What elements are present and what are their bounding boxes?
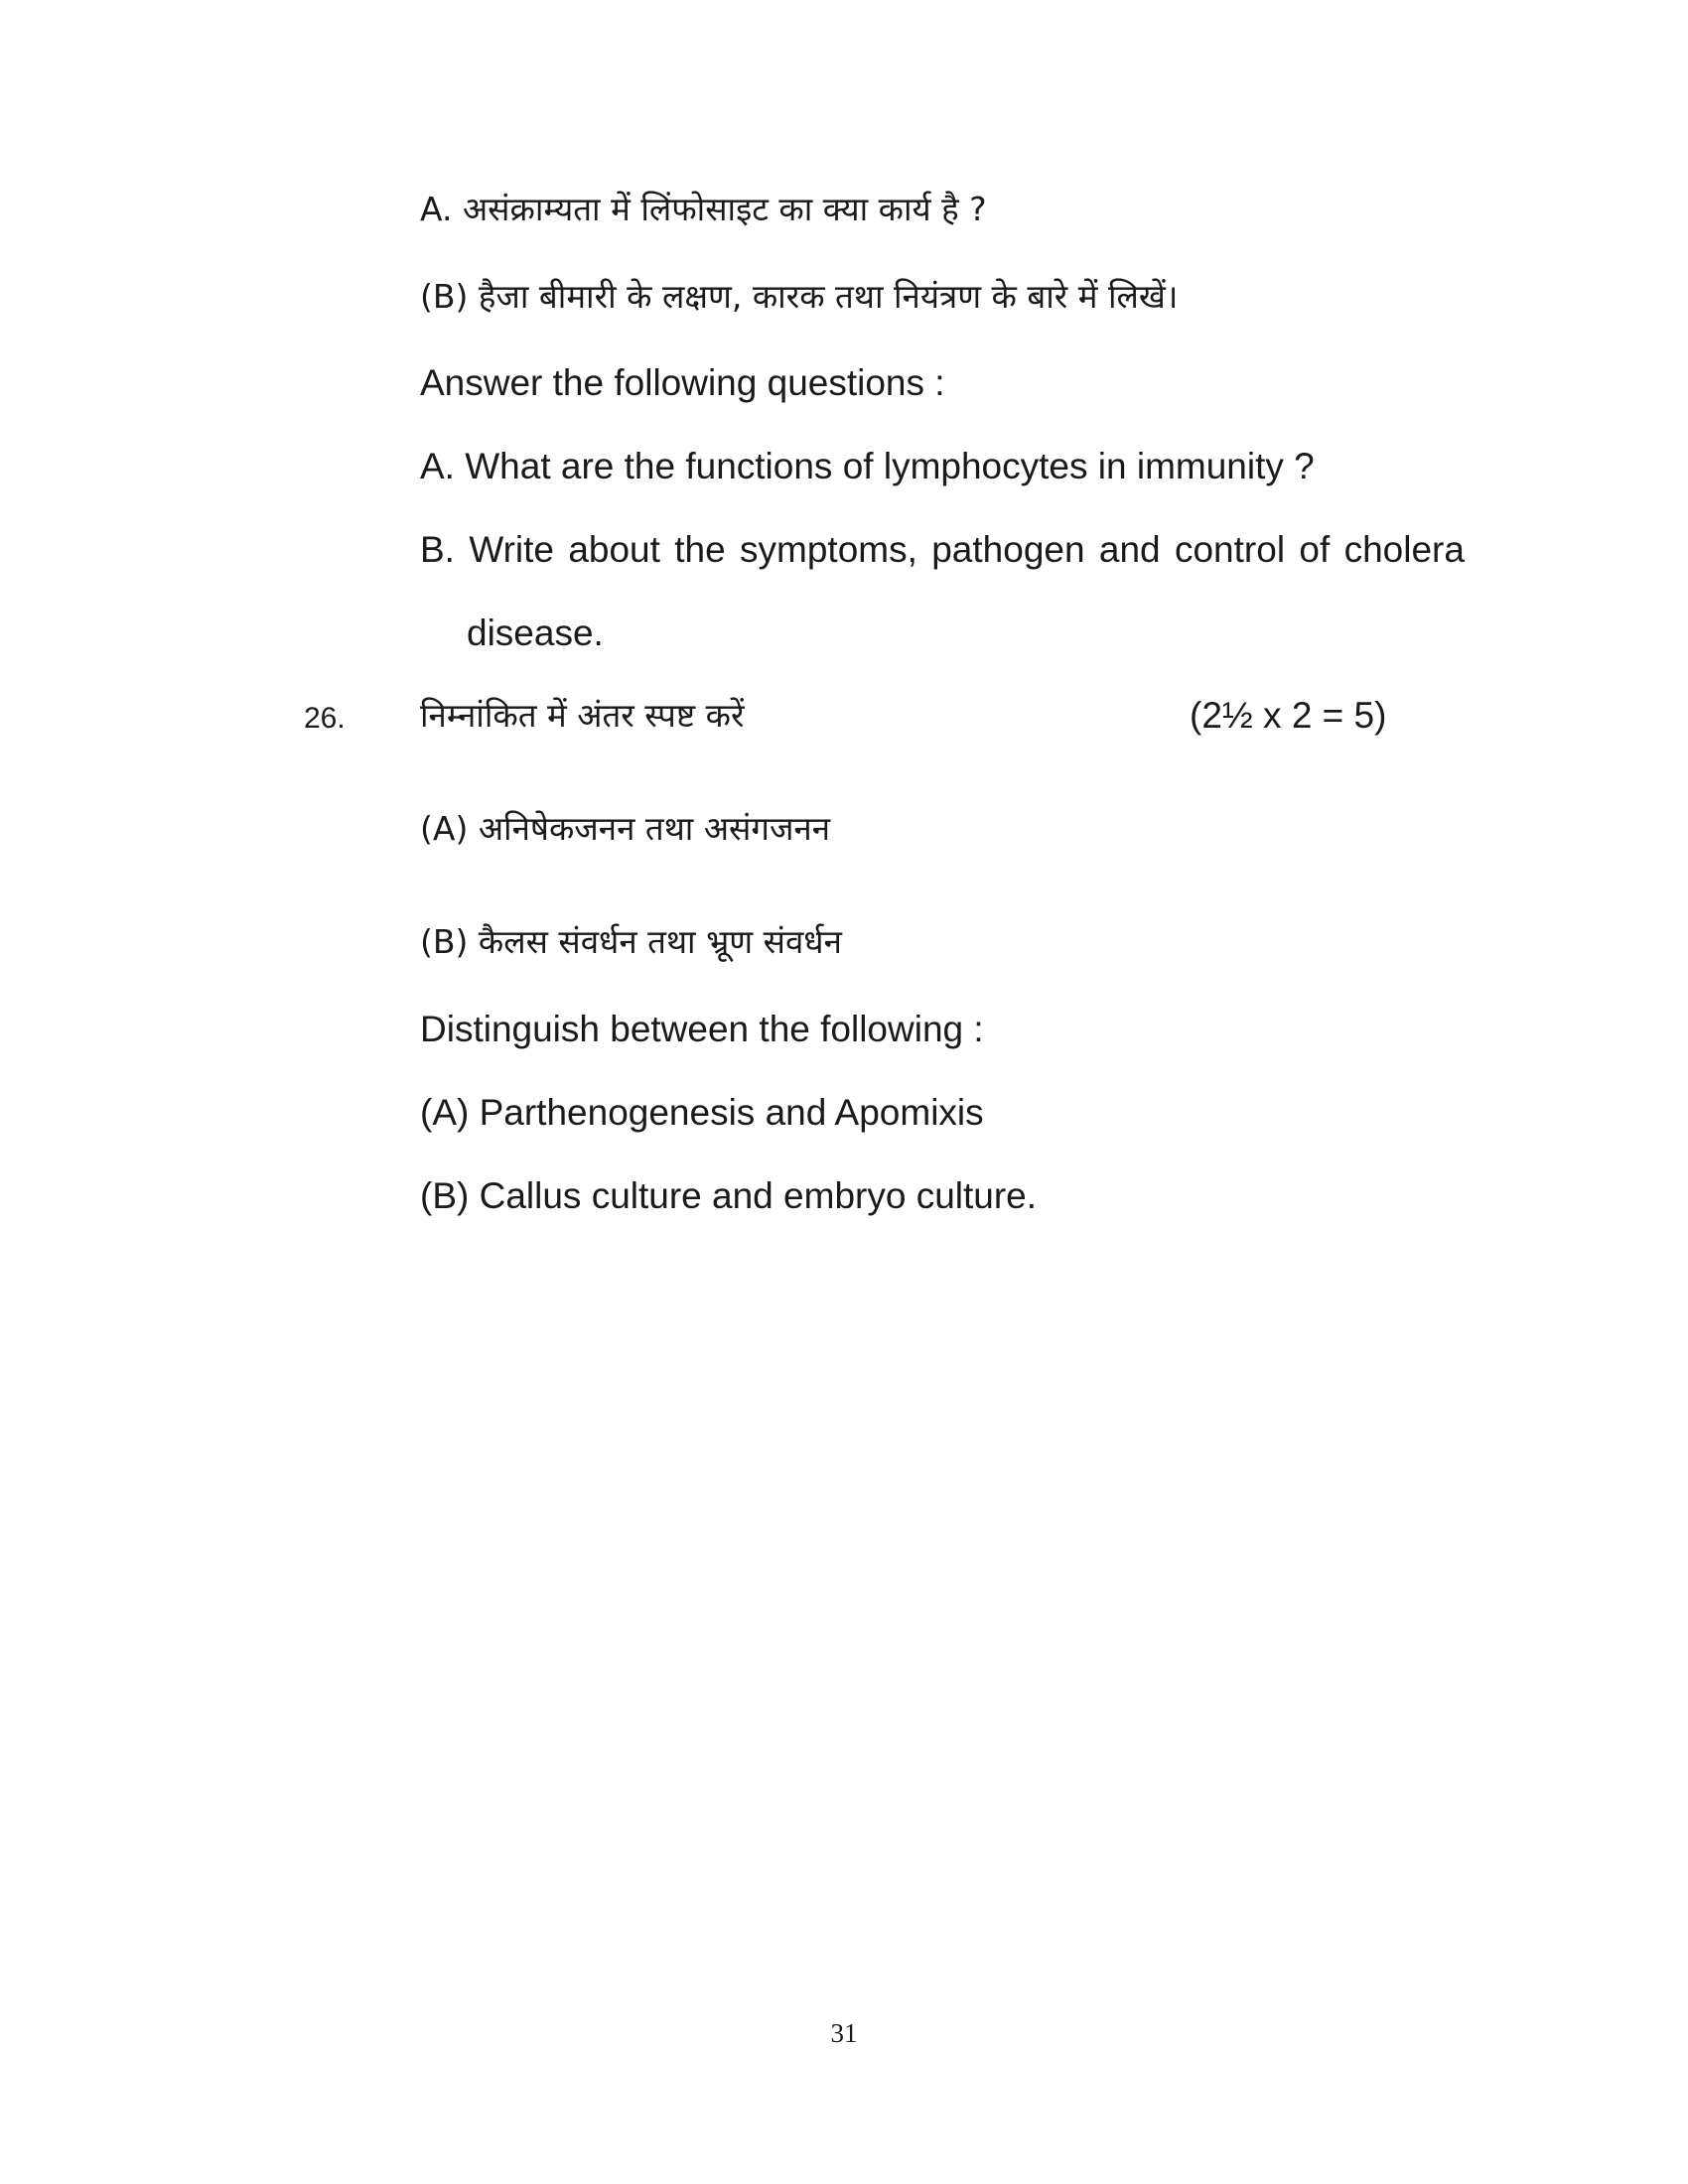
q25-b-word: of [1299, 529, 1331, 570]
q25-b-word: Write [469, 529, 554, 570]
q26-hindi-part-a: (A) अनिषेकजनन तथा असंगजनन [420, 809, 831, 848]
q25-b-word: and [1098, 529, 1161, 570]
q26-english-part-b: (B) Callus culture and embryo culture. [420, 1175, 1038, 1216]
q25-english-heading: Answer the following questions : [420, 362, 945, 403]
q25-hindi-part-b: (B) हैजा बीमारी के लक्षण, कारक तथा नियंत्रण के बारे में लिखें। [420, 277, 1179, 316]
q25-b-word: control [1174, 529, 1286, 570]
q25-b-word: cholera [1343, 529, 1465, 570]
q25-english-part-a: A. What are the functions of lymphocytes in immunity ? [420, 446, 1315, 486]
q25-b-word: about [568, 529, 660, 570]
q26-english-part-a: (A) Parthenogenesis and Apomixis [420, 1092, 984, 1133]
q26-hindi-heading: निम्नांकित में अंतर स्पष्ट करें [420, 696, 745, 735]
q25-b-word: pathogen [931, 529, 1085, 570]
q25-english-part-b [420, 526, 1465, 574]
q26-hindi-part-b: (B) कैलस संवर्धन तथा भ्रूण संवर्धन [420, 922, 842, 961]
q26-english-heading: Distinguish between the following : [420, 1009, 984, 1049]
q25-b-word: the [674, 529, 726, 570]
q26-number: 26. [304, 702, 346, 735]
q25-b-word: symptoms, [740, 529, 917, 570]
q26-marks: (2½ x 2 = 5) [1190, 695, 1387, 736]
q25-hindi-part-a: A. असंक्राम्यता में लिंफोसाइट का क्या कार्य है ? [420, 190, 987, 228]
page-number: 31 [830, 2018, 858, 2048]
q25-b-word: B. [420, 529, 455, 570]
q25-english-part-b-continued: disease. [467, 613, 604, 653]
